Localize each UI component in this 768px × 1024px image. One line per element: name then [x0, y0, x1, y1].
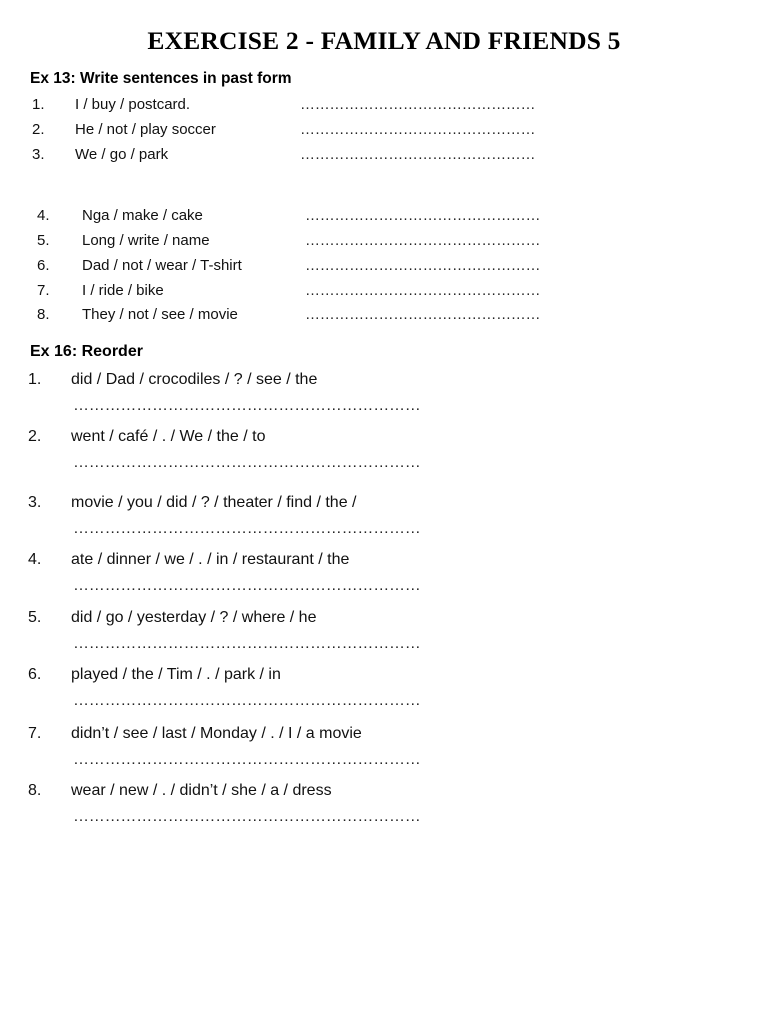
- answer-line: …………………………………………………………: [73, 751, 421, 768]
- item-number: 2.: [32, 121, 45, 138]
- item-number: 5.: [28, 609, 42, 626]
- ex16-item: [0, 666, 768, 716]
- item-number: 6.: [37, 257, 50, 274]
- item-prompt: He / not / play soccer: [75, 121, 216, 138]
- answer-line: …………………………………………: [300, 96, 536, 113]
- ex16-item: [0, 428, 768, 478]
- item-number: 4.: [28, 551, 42, 568]
- item-number: 1.: [32, 96, 45, 113]
- item-words: did / go / yesterday / ? / where / he: [71, 609, 317, 626]
- item-words: ate / dinner / we / . / in / restaurant / the: [71, 551, 350, 568]
- item-prompt: I / ride / bike: [82, 282, 164, 299]
- answer-line: …………………………………………………………: [73, 577, 421, 594]
- item-prompt: We / go / park: [75, 146, 169, 163]
- item-number: 3.: [28, 494, 42, 511]
- ex13-item: [0, 282, 768, 302]
- answer-line: …………………………………………………………: [73, 397, 421, 414]
- answer-line: …………………………………………: [305, 282, 541, 299]
- item-prompt: Dad / not / wear / T-shirt: [82, 257, 242, 274]
- item-number: 8.: [28, 782, 42, 799]
- item-number: 1.: [28, 371, 42, 388]
- answer-line: …………………………………………: [305, 257, 541, 274]
- answer-line: …………………………………………: [305, 232, 541, 249]
- ex16-item: [0, 782, 768, 832]
- ex13-item: [0, 232, 768, 252]
- item-number: 2.: [28, 428, 42, 445]
- ex13-item: [0, 96, 768, 116]
- answer-line: …………………………………………………………: [73, 808, 421, 825]
- answer-line: …………………………………………: [305, 207, 541, 224]
- item-words: went / café / . / We / the / to: [71, 428, 266, 445]
- answer-line: …………………………………………………………: [73, 520, 421, 537]
- item-number: 7.: [28, 725, 42, 742]
- item-number: 3.: [32, 146, 45, 163]
- item-number: 6.: [28, 666, 42, 683]
- item-words: did / Dad / crocodiles / ? / see / the: [71, 371, 318, 388]
- item-number: 7.: [37, 282, 50, 299]
- item-number: 5.: [37, 232, 50, 249]
- answer-line: …………………………………………………………: [73, 454, 421, 471]
- answer-line: …………………………………………………………: [73, 635, 421, 652]
- ex16-heading: Ex 16: Reorder: [30, 343, 143, 360]
- answer-line: …………………………………………………………: [73, 692, 421, 709]
- item-number: 4.: [37, 207, 50, 224]
- item-words: played / the / Tim / . / park / in: [71, 666, 281, 683]
- item-prompt: They / not / see / movie: [82, 306, 238, 323]
- ex16-item: [0, 494, 768, 544]
- ex16-item: [0, 371, 768, 421]
- item-prompt: Long / write / name: [82, 232, 210, 249]
- item-prompt: Nga / make / cake: [82, 207, 203, 224]
- ex16-item: [0, 725, 768, 775]
- ex13-item: [0, 146, 768, 166]
- ex13-heading: Ex 13: Write sentences in past form: [30, 70, 292, 87]
- ex16-item: [0, 609, 768, 659]
- item-words: wear / new / . / didn’t / she / a / dress: [71, 782, 332, 799]
- page-title: EXERCISE 2 - FAMILY AND FRIENDS 5: [147, 26, 621, 55]
- answer-line: …………………………………………: [300, 121, 536, 138]
- answer-line: …………………………………………: [305, 306, 541, 323]
- ex16-item: [0, 551, 768, 601]
- ex13-item: [0, 306, 768, 326]
- ex13-item: [0, 257, 768, 277]
- item-words: didn’t / see / last / Monday / . / I / a movie: [71, 725, 362, 742]
- ex13-item: [0, 121, 768, 141]
- item-number: 8.: [37, 306, 50, 323]
- item-words: movie / you / did / ? / theater / find / the /: [71, 494, 357, 511]
- ex13-item: [0, 207, 768, 227]
- answer-line: …………………………………………: [300, 146, 536, 163]
- item-prompt: I / buy / postcard.: [75, 96, 191, 113]
